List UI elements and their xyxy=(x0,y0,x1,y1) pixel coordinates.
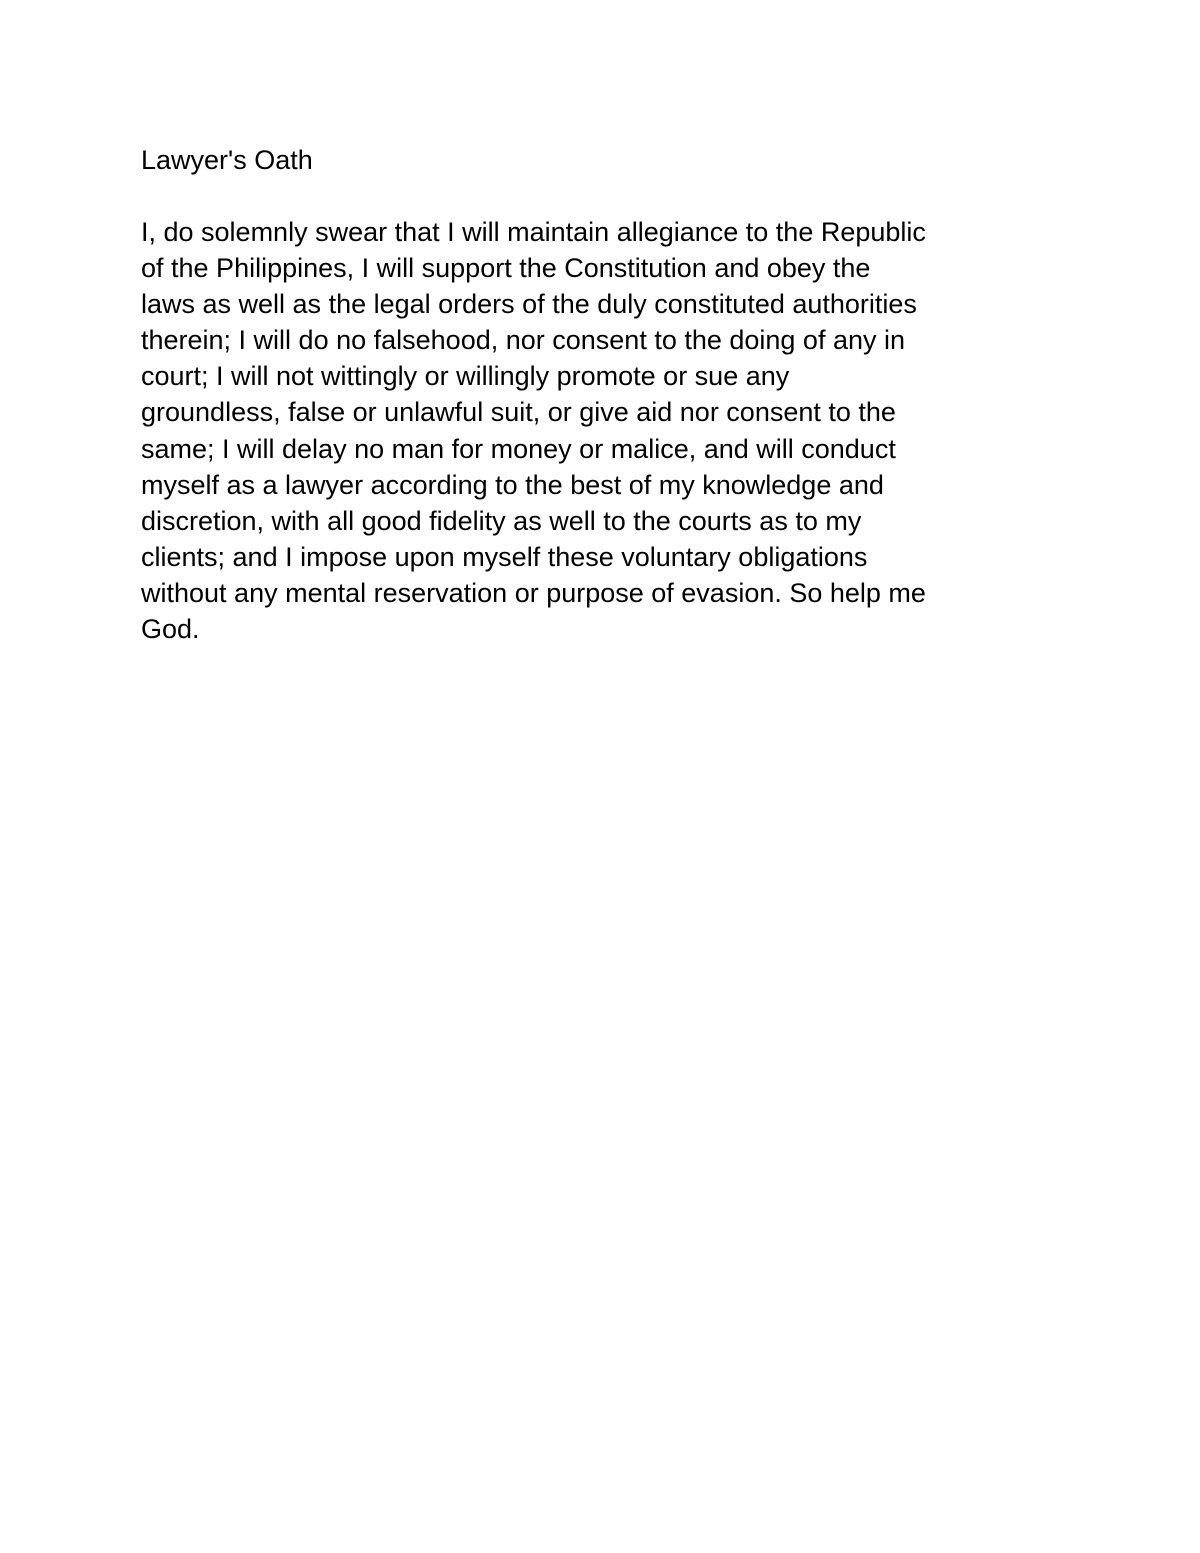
oath-line: court; I will not wittingly or willingly promote or sue any xyxy=(141,361,790,392)
oath-line: without any mental reservation or purpose of evasion. So help me xyxy=(141,577,926,608)
oath-line: of the Philippines, I will support the Constitution and obey the xyxy=(141,253,871,284)
oath-line: clients; and I impose upon myself these voluntary obligations xyxy=(141,541,868,572)
oath-line: groundless, false or unlawful suit, or give aid nor consent to the xyxy=(141,397,896,428)
oath-line: I, do solemnly swear that I will maintain allegiance to the Republic xyxy=(141,217,926,247)
oath-line: discretion, with all good fidelity as well to the courts as to my xyxy=(141,505,862,536)
oath-line: therein; I will do no falsehood, nor consent to the doing of any in xyxy=(141,325,906,356)
oath-line: myself as a lawyer according to the best of my knowledge and xyxy=(141,469,884,500)
oath-line: same; I will delay no man for money or malice, and will conduct xyxy=(141,433,896,464)
oath-line: laws as well as the legal orders of the duly constituted authorities xyxy=(141,289,917,320)
oath-paragraph xyxy=(141,214,1101,647)
document-title: Lawyer's Oath xyxy=(141,145,313,175)
oath-line: God. xyxy=(141,614,200,645)
